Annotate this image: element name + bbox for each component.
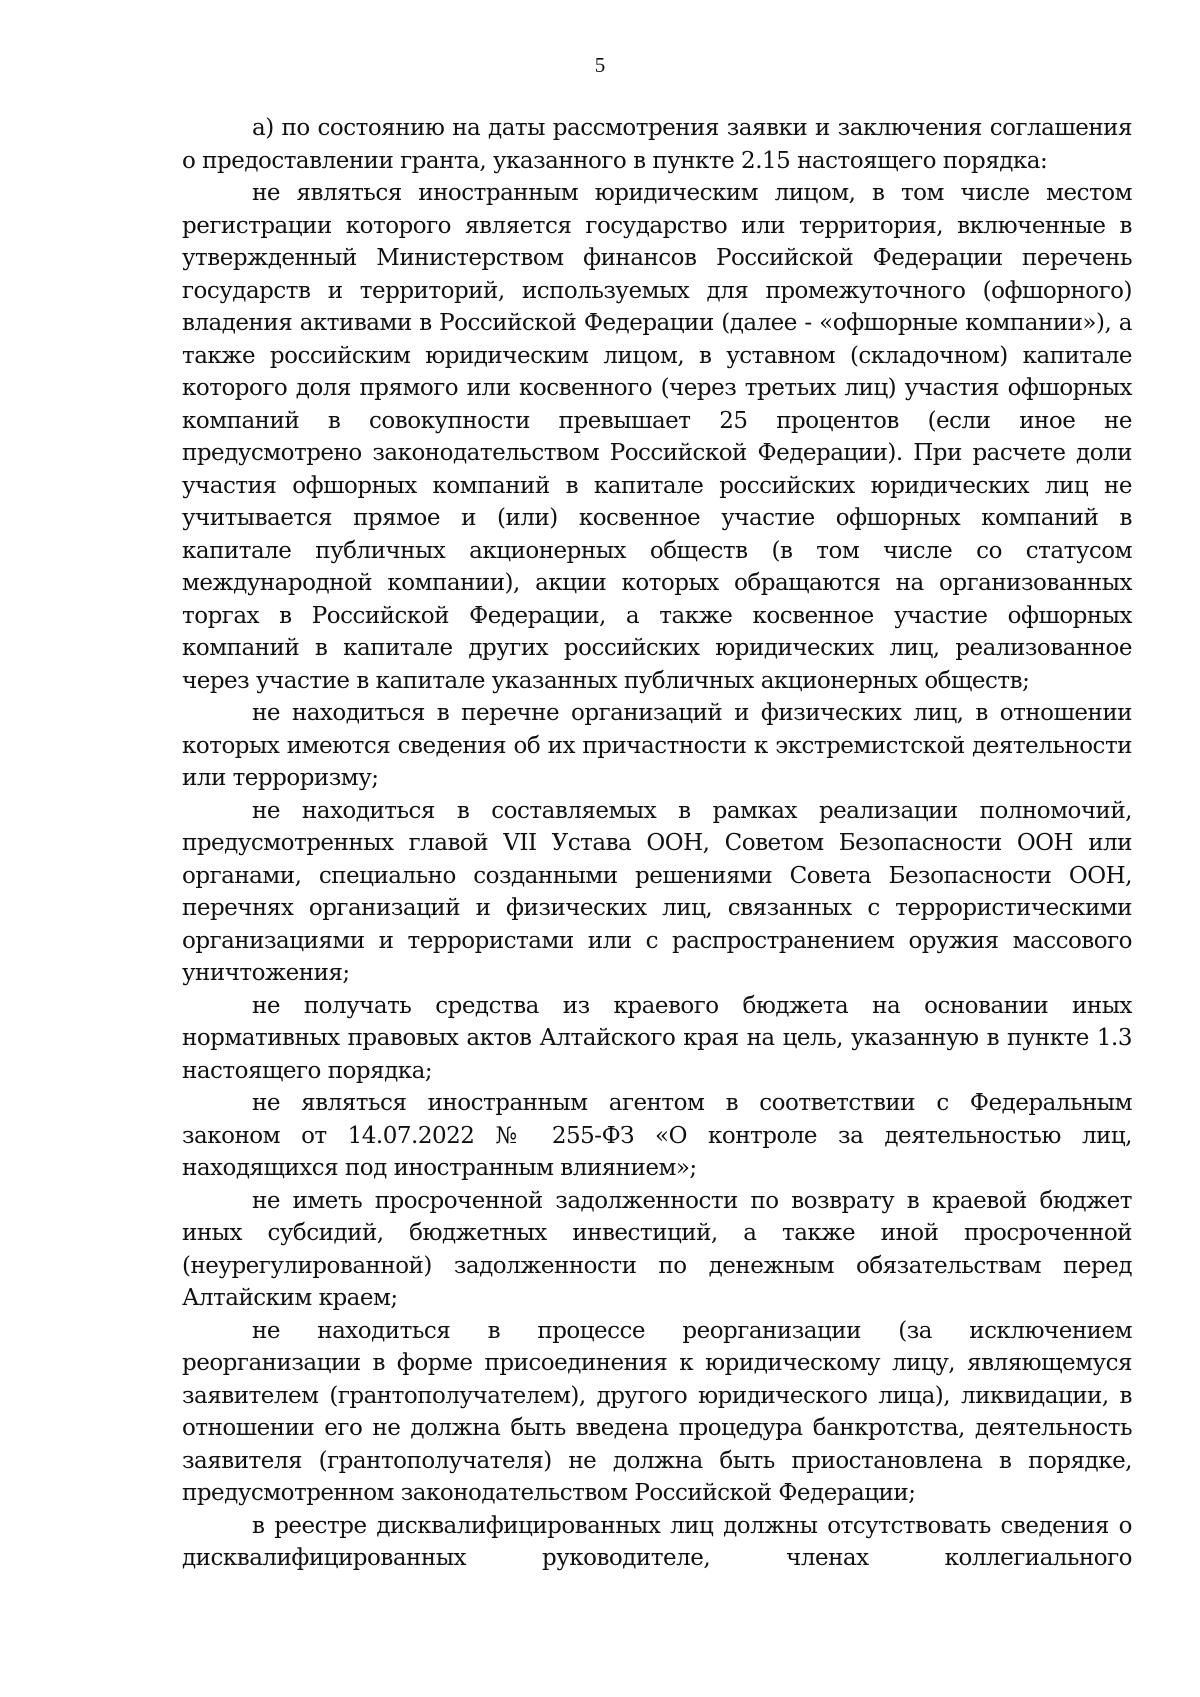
page-number: 5 <box>594 53 606 77</box>
paragraph-reorganization: не находиться в процессе реорганизации (за исключением реорганизации в форме присоединения к юридическому лицу, являющемуся заявителем (грантополучателем), другого юридического лица), ликвидации, в отношении его не должна быть введена процедура банкротства, деятельность заявителя (грантополучателя) не должна быть приостановлена в порядке, предусмотренном законодательством Российской Федерации; <box>182 1317 1132 1506</box>
paragraph-budget-funds: не получать средства из краевого бюджета на основании иных нормативных правовых актов Алтайского края на цель, указанную в пункте 1.3 настоящего порядка; <box>182 992 1132 1084</box>
paragraph-extremism: не находиться в перечне организаций и физических лиц, в отношении которых имеются сведения об их причастности к экстремистской деятельности или терроризму; <box>182 700 1132 791</box>
paragraph-un-lists: не находиться в составляемых в рамках реализации полномочий, предусмотренных главой VII Устава ООН, Советом Безопасности ООН или органами, специально созданными решениями Совета Безопасности ООН, перечнях организаций и физических лиц, связанных с террористическими организациями и террористами или с распространением оружия массового уничтожения; <box>182 797 1132 986</box>
paragraph-offshore: не являться иностранным юридическим лицом, в том числе местом регистрации которого является государство или территория, включенные в утвержденный Министерством финансов Российской Федерации перечень государств и территорий, используемых для промежуточного (офшорного) владения активами в Российской Федерации (далее - «офшорные компании»), а также российским юридическим лицом, в уставном (складочном) капитале которого доля прямого или косвенного (через третьих лиц) участия офшорных компаний в совокупности превышает 25 процентов (если иное не предусмотрено законодательством Российской Федерации). При расчете доли участия офшорных компаний в капитале российских юридических лиц не учитывается прямое и (или) косвенное участие офшорных компаний в капитале публичных акционерных обществ (в том числе со статусом международной компании), акции которых обращаются на организованных торгах в Российской Федерации, а также косвенное участие офшорных компаний в капитале других российских юридических лиц, реализованное через участие в капитале указанных публичных акционерных обществ; <box>182 180 1132 694</box>
paragraph-intro: а) по состоянию на даты рассмотрения заявки и заключения соглашения о предоставлении гранта, указанного в пункте 2.15 настоящего порядка: <box>182 115 1132 174</box>
paragraph-disqualified: в реестре дисквалифицированных лиц должны отсутствовать сведения о дисквалифицированных руководителе, членах коллегиального <box>182 1512 1132 1571</box>
paragraph-debt: не иметь просроченной задолженности по возврату в краевой бюджет иных субсидий, бюджетных инвестиций, а также иной просроченной (неурегулированной) задолженности по денежным обязательствам перед Алтайским краем; <box>182 1187 1132 1311</box>
paragraph-foreign-agent: не являться иностранным агентом в соответствии с Федеральным законом от 14.07.2022 № 255-ФЗ «О контроле за деятельностью лиц, находящихся под иностранным влиянием»; <box>182 1090 1132 1181</box>
document-body <box>182 112 1132 1575</box>
